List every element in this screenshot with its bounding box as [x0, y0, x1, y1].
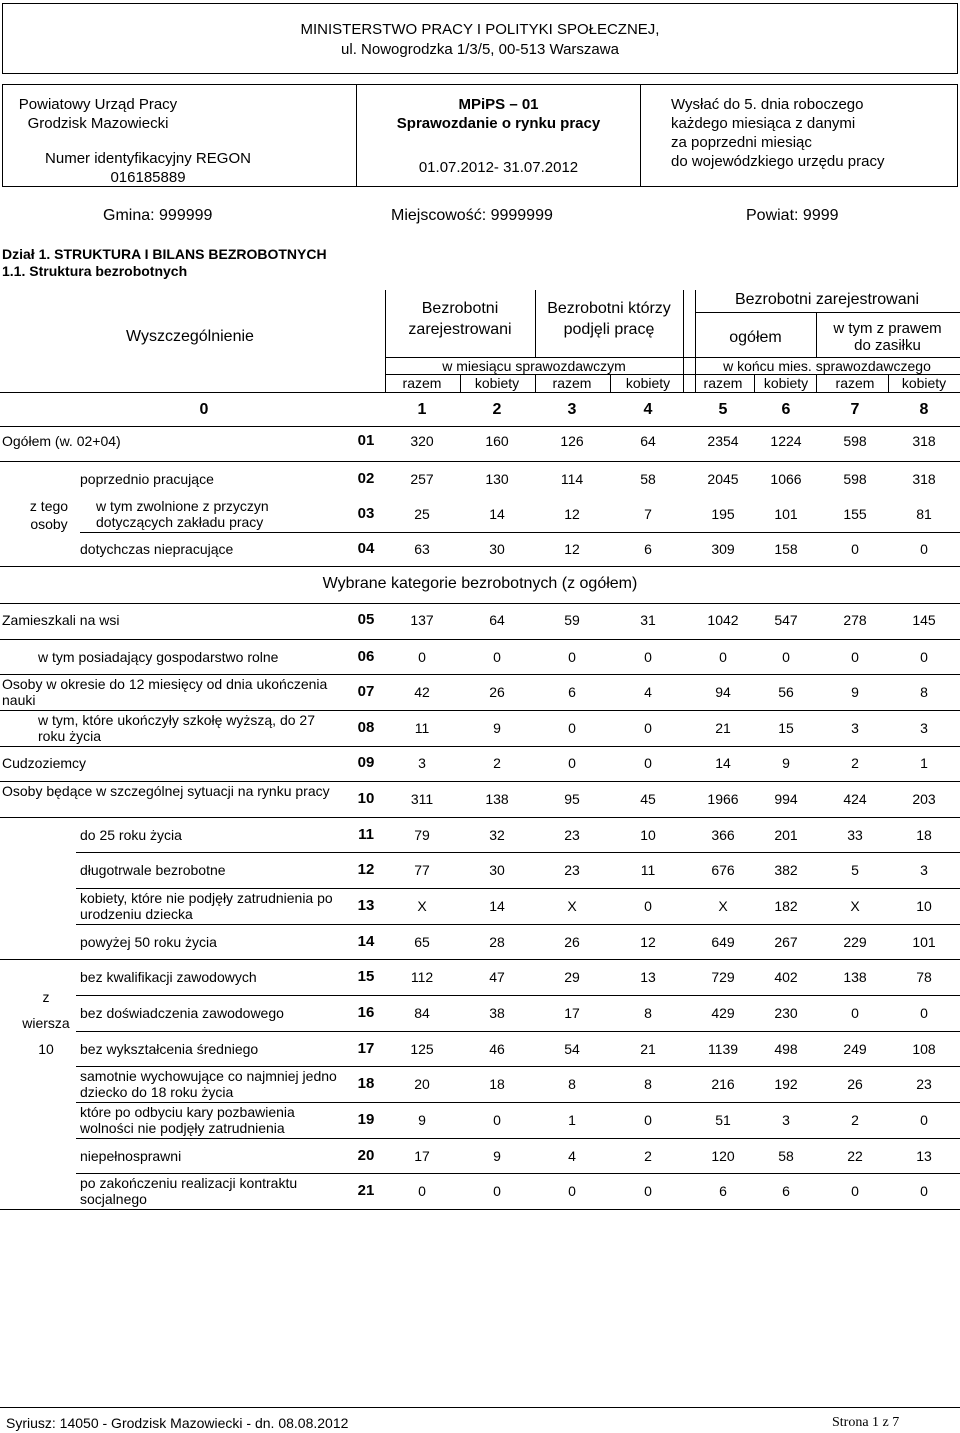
table-cell: 3	[782, 1112, 790, 1128]
gmina: Gmina: 999999	[103, 207, 213, 224]
table-cell: 2	[493, 755, 501, 771]
table-cell: 0	[920, 1112, 928, 1128]
header-kobiety: kobiety	[901, 375, 947, 391]
table-cell: 9	[851, 684, 859, 700]
table-cell: 0	[644, 649, 652, 665]
table-cell: 95	[564, 791, 580, 807]
table-cell: 78	[916, 969, 932, 985]
table-cell: 25	[414, 506, 430, 522]
row-label: samotnie wychowujące co najmniej jedno dziecko do 18 roku życia	[80, 1068, 337, 1100]
table-cell: 267	[774, 934, 798, 950]
row-label: po zakończeniu realizacji kontraktu socjalnego	[80, 1175, 298, 1207]
footer-page: Strona 1 z 7	[832, 1415, 900, 1430]
table-cell: 994	[774, 791, 798, 807]
row-code: 17	[357, 1040, 375, 1057]
table-cell: 101	[912, 934, 936, 950]
row-label: Zamieszkali na wsi	[2, 612, 120, 628]
column-number: 5	[718, 401, 728, 418]
table-cell: 12	[564, 506, 580, 522]
table-cell: 29	[564, 969, 580, 985]
table-cell: 0	[568, 1183, 576, 1199]
table-cell: 3	[920, 862, 928, 878]
side-wiersza: wiersza	[22, 1015, 70, 1031]
table-cell: 126	[560, 433, 584, 449]
side-osoby: osoby	[30, 516, 68, 532]
table-cell: 64	[489, 612, 505, 628]
table-cell: 6	[782, 1183, 790, 1199]
table-cell: 382	[774, 862, 798, 878]
table-cell: 2	[644, 1148, 652, 1164]
wybrane-kategorie-heading: Wybrane kategorie bezrobotnych (z ogółem)	[322, 575, 638, 592]
row-code: 10	[357, 790, 375, 807]
table-cell: 8	[644, 1005, 652, 1021]
row-label: do 25 roku życia	[80, 827, 182, 843]
table-cell: 138	[843, 969, 867, 985]
row-label: niepełnosprawni	[80, 1148, 182, 1164]
row-label: w tym, które ukończyły szkołę wyższą, do 27 roku życia	[38, 712, 315, 744]
regon-value: 016185889	[110, 169, 186, 186]
table-cell: 0	[418, 649, 426, 665]
table-cell: 17	[414, 1148, 430, 1164]
row-label: Ogółem (w. 02+04)	[2, 433, 121, 449]
table-cell: 257	[410, 471, 434, 487]
row-label: bez wykształcenia średniego	[80, 1041, 259, 1057]
table-cell: 33	[847, 827, 863, 843]
table-cell: 318	[912, 433, 936, 449]
table-cell: 14	[715, 755, 731, 771]
table-cell: 0	[418, 1183, 426, 1199]
table-cell: 59	[564, 612, 580, 628]
table-cell: 28	[489, 934, 505, 950]
table-cell: 366	[711, 827, 735, 843]
table-cell: 65	[414, 934, 430, 950]
table-cell: 195	[711, 506, 735, 522]
column-number: 8	[919, 401, 929, 418]
table-cell: 2	[851, 755, 859, 771]
miejscowosc: Miejscowość: 9999999	[391, 207, 553, 224]
send-line-1: Wysłać do 5. dnia roboczego	[671, 96, 864, 113]
table-cell: 7	[644, 506, 652, 522]
column-number: 3	[567, 401, 577, 418]
table-cell: 598	[843, 433, 867, 449]
table-cell: X	[567, 898, 577, 914]
table-cell: 64	[640, 433, 656, 449]
table-cell: 15	[778, 720, 794, 736]
table-cell: X	[718, 898, 728, 914]
table-cell: 45	[640, 791, 656, 807]
office-name: Powiatowy Urząd Pracy	[18, 96, 178, 113]
office-city: Grodzisk Mazowiecki	[27, 115, 169, 132]
row-label: dotychczas niepracujące	[80, 541, 234, 557]
table-cell: 4	[644, 684, 652, 700]
table-cell: 77	[414, 862, 430, 878]
table-cell: 13	[916, 1148, 932, 1164]
table-cell: 1224	[770, 433, 802, 449]
row-label: które po odbyciu kary pozbawienia wolności nie podjęły zatrudnienia	[80, 1104, 295, 1136]
send-line-4: do wojewódzkiego urzędu pracy	[671, 153, 885, 170]
column-number: 2	[492, 401, 502, 418]
table-cell: 58	[778, 1148, 794, 1164]
table-cell: 249	[843, 1041, 867, 1057]
side-10: 10	[38, 1041, 54, 1057]
header-razem: razem	[835, 375, 875, 391]
table-cell: 47	[489, 969, 505, 985]
table-cell: 31	[640, 612, 656, 628]
table-cell: 84	[414, 1005, 430, 1021]
table-cell: 137	[410, 612, 434, 628]
table-cell: X	[850, 898, 860, 914]
table-cell: 9	[493, 720, 501, 736]
table-cell: 0	[920, 1183, 928, 1199]
table-cell: 14	[489, 898, 505, 914]
header-razem: razem	[552, 375, 592, 391]
header-kobiety: kobiety	[625, 375, 671, 391]
header-podjeli-2: podjęli pracę	[563, 321, 655, 338]
table-cell: 0	[920, 1005, 928, 1021]
table-cell: 46	[489, 1041, 505, 1057]
header-prawem-2: do zasiłku	[854, 337, 921, 354]
table-cell: 12	[640, 934, 656, 950]
table-cell: 23	[916, 1076, 932, 1092]
table-cell: 309	[711, 541, 735, 557]
table-cell: 203	[912, 791, 936, 807]
table-cell: 155	[843, 506, 867, 522]
row-code: 03	[357, 505, 375, 522]
table-cell: 38	[489, 1005, 505, 1021]
table-cell: 0	[851, 1183, 859, 1199]
table-cell: 6	[644, 541, 652, 557]
table-cell: 2045	[707, 471, 739, 487]
table-cell: 192	[774, 1076, 798, 1092]
table-cell: 112	[410, 969, 434, 985]
table-cell: 9	[418, 1112, 426, 1128]
table-cell: 1042	[707, 612, 739, 628]
table-cell: 0	[851, 649, 859, 665]
row-label: bez kwalifikacji zawodowych	[80, 969, 257, 985]
table-cell: 158	[774, 541, 798, 557]
header-kobiety: kobiety	[763, 375, 809, 391]
table-cell: 0	[568, 720, 576, 736]
row-label: Osoby w okresie do 12 miesięcy od dnia ukończenia nauki	[2, 676, 328, 708]
table-cell: 120	[711, 1148, 735, 1164]
row-code: 15	[357, 968, 375, 985]
header-razem: razem	[703, 375, 743, 391]
column-number: 0	[199, 401, 209, 418]
table-cell: 14	[489, 506, 505, 522]
table-cell: 145	[912, 612, 936, 628]
row-code: 07	[357, 683, 375, 700]
column-number: 7	[850, 401, 860, 418]
row-label: poprzednio pracujące	[80, 471, 214, 487]
table-cell: 130	[485, 471, 509, 487]
table-cell: 498	[774, 1041, 798, 1057]
table-cell: 182	[774, 898, 798, 914]
table-cell: 13	[640, 969, 656, 985]
table-cell: 125	[410, 1041, 434, 1057]
table-cell: 320	[410, 433, 434, 449]
table-cell: 101	[774, 506, 798, 522]
table-cell: 11	[414, 720, 430, 736]
table-cell: 216	[711, 1076, 735, 1092]
table-cell: 42	[414, 684, 430, 700]
table-cell: 12	[564, 541, 580, 557]
table-cell: 229	[843, 934, 867, 950]
table-cell: 0	[851, 541, 859, 557]
table-cell: 22	[847, 1148, 863, 1164]
column-number: 1	[417, 401, 427, 418]
table-cell: 0	[719, 649, 727, 665]
table-cell: 20	[414, 1076, 430, 1092]
row-code: 04	[357, 540, 375, 557]
table-cell: 10	[916, 898, 932, 914]
table-cell: 9	[493, 1148, 501, 1164]
table-cell: 1066	[770, 471, 802, 487]
table-cell: 81	[916, 506, 932, 522]
table-cell: 4	[568, 1148, 576, 1164]
header-bez-zarej-top: Bezrobotni zarejestrowani	[734, 291, 920, 308]
ministry-header	[2, 3, 958, 74]
row-code: 06	[357, 648, 375, 665]
table-cell: 311	[410, 791, 434, 807]
table-cell: 23	[564, 827, 580, 843]
row-code: 05	[357, 611, 375, 628]
row-label: w tym zwolnione z przyczyn dotyczących zakładu pracy	[96, 498, 269, 530]
table-cell: 5	[851, 862, 859, 878]
table-cell: 79	[414, 827, 430, 843]
report-info-box	[2, 84, 958, 187]
table-cell: 30	[489, 541, 505, 557]
row-code: 13	[357, 897, 375, 914]
table-cell: 2354	[707, 433, 739, 449]
table-cell: 0	[644, 1112, 652, 1128]
row-label: bez doświadczenia zawodowego	[80, 1005, 284, 1021]
header-razem: razem	[402, 375, 442, 391]
footer-left: Syriusz: 14050 - Grodzisk Mazowiecki - dn. 08.08.2012	[6, 1415, 349, 1431]
table-cell: 10	[640, 827, 656, 843]
row-code: 18	[357, 1075, 375, 1092]
table-cell: 21	[640, 1041, 656, 1057]
table-cell: 230	[774, 1005, 798, 1021]
table-cell: 729	[711, 969, 735, 985]
report-code: MPiPS – 01	[458, 96, 539, 113]
table-cell: 8	[920, 684, 928, 700]
table-cell: 8	[568, 1076, 576, 1092]
row-label: kobiety, które nie podjęły zatrudnienia po urodzeniu dziecka	[80, 890, 333, 922]
table-cell: 6	[568, 684, 576, 700]
table-cell: 8	[644, 1076, 652, 1092]
regon-label: Numer identyfikacyjny REGON	[45, 150, 251, 167]
send-line-3: za poprzedni miesiąc	[671, 134, 812, 151]
table-cell: 1	[568, 1112, 576, 1128]
table-cell: 1	[920, 755, 928, 771]
table-cell: 58	[640, 471, 656, 487]
side-z: z	[42, 989, 50, 1005]
table-cell: 51	[715, 1112, 731, 1128]
table-cell: 63	[414, 541, 430, 557]
table-cell: 56	[778, 684, 794, 700]
row-code: 19	[357, 1111, 375, 1128]
header-kobiety: kobiety	[474, 375, 520, 391]
section-title: Dział 1. STRUKTURA I BILANS BEZROBOTNYCH	[2, 246, 327, 262]
table-cell: 3	[418, 755, 426, 771]
table-cell: 9	[782, 755, 790, 771]
table-cell: 429	[711, 1005, 735, 1021]
table-cell: 26	[564, 934, 580, 950]
table-cell: 0	[920, 541, 928, 557]
table-cell: 0	[493, 1112, 501, 1128]
table-cell: 160	[485, 433, 509, 449]
table-cell: 3	[851, 720, 859, 736]
table-cell: 0	[493, 1183, 501, 1199]
powiat: Powiat: 9999	[746, 207, 839, 224]
table-cell: 108	[912, 1041, 936, 1057]
table-cell: 278	[843, 612, 867, 628]
row-label: Osoby będące w szczególnej sytuacji na rynku pracy	[2, 783, 330, 799]
table-cell: 18	[489, 1076, 505, 1092]
table-cell: 201	[774, 827, 798, 843]
column-number: 4	[643, 401, 653, 418]
row-code: 20	[357, 1147, 375, 1164]
table-cell: 0	[782, 649, 790, 665]
table-cell: 23	[564, 862, 580, 878]
ministry-name: MINISTERSTWO PRACY I POLITYKI SPOŁECZNEJ,	[300, 21, 660, 38]
header-w-miesiacu: w miesiącu sprawozdawczym	[442, 358, 626, 374]
table-cell: 30	[489, 862, 505, 878]
table-cell: 54	[564, 1041, 580, 1057]
row-code: 12	[357, 861, 375, 878]
table-cell: 114	[560, 471, 584, 487]
row-code: 09	[357, 754, 375, 771]
row-code: 21	[357, 1182, 375, 1199]
table-cell: 0	[851, 1005, 859, 1021]
side-z-tego: z tego	[29, 498, 69, 514]
table-cell: 0	[493, 649, 501, 665]
table-cell: 1966	[707, 791, 739, 807]
table-cell: 18	[916, 827, 932, 843]
send-line-2: każdego miesiąca z danymi	[671, 115, 856, 132]
table-cell: 2	[851, 1112, 859, 1128]
table-cell: 0	[644, 1183, 652, 1199]
table-cell: 649	[711, 934, 735, 950]
table-cell: 318	[912, 471, 936, 487]
table-cell: 32	[489, 827, 505, 843]
row-code: 02	[357, 470, 375, 487]
row-code: 01	[357, 432, 375, 449]
header-bezrobotni: Bezrobotni	[421, 300, 499, 317]
table-cell: 0	[920, 649, 928, 665]
table-cell: 0	[568, 755, 576, 771]
table-cell: 547	[774, 612, 798, 628]
row-code: 08	[357, 719, 375, 736]
header-zarejestrowani: zarejestrowani	[408, 321, 512, 338]
row-label: powyżej 50 roku życia	[80, 934, 217, 950]
table-cell: 0	[644, 720, 652, 736]
header-ogolem: ogółem	[729, 329, 782, 346]
report-period: 01.07.2012- 31.07.2012	[418, 159, 579, 176]
header-w-koncu: w końcu mies. sprawozdawczego	[723, 358, 931, 374]
row-code: 16	[357, 1004, 375, 1021]
table-cell: 598	[843, 471, 867, 487]
row-code: 14	[357, 933, 375, 950]
column-number: 6	[781, 401, 791, 418]
header-podjeli-1: Bezrobotni którzy	[547, 300, 671, 317]
table-cell: 26	[489, 684, 505, 700]
table-cell: 6	[719, 1183, 727, 1199]
table-cell: 402	[774, 969, 798, 985]
table-cell: 138	[485, 791, 509, 807]
table-cell: 0	[644, 898, 652, 914]
table-cell: 676	[711, 862, 735, 878]
row-label: długotrwale bezrobotne	[80, 862, 226, 878]
section-subtitle: 1.1. Struktura bezrobotnych	[2, 263, 188, 279]
table-cell: 424	[843, 791, 867, 807]
table-cell: 3	[920, 720, 928, 736]
table-cell: 17	[564, 1005, 580, 1021]
report-title: Sprawozdanie o rynku pracy	[396, 115, 601, 132]
table-cell: 26	[847, 1076, 863, 1092]
row-label: w tym posiadający gospodarstwo rolne	[38, 649, 279, 665]
row-code: 11	[358, 826, 374, 843]
table-cell: 0	[568, 649, 576, 665]
table-cell: 21	[715, 720, 731, 736]
wyszczegolnienie-header: Wyszczególnienie	[126, 328, 254, 345]
table-cell: 1139	[707, 1041, 739, 1057]
ministry-address: ul. Nowogrodzka 1/3/5, 00-513 Warszawa	[341, 41, 619, 58]
table-cell: X	[417, 898, 427, 914]
table-cell: 94	[715, 684, 731, 700]
header-prawem-1: w tym z prawem	[833, 320, 942, 337]
table-cell: 11	[640, 862, 656, 878]
row-label: Cudzoziemcy	[2, 755, 87, 771]
table-cell: 0	[644, 755, 652, 771]
